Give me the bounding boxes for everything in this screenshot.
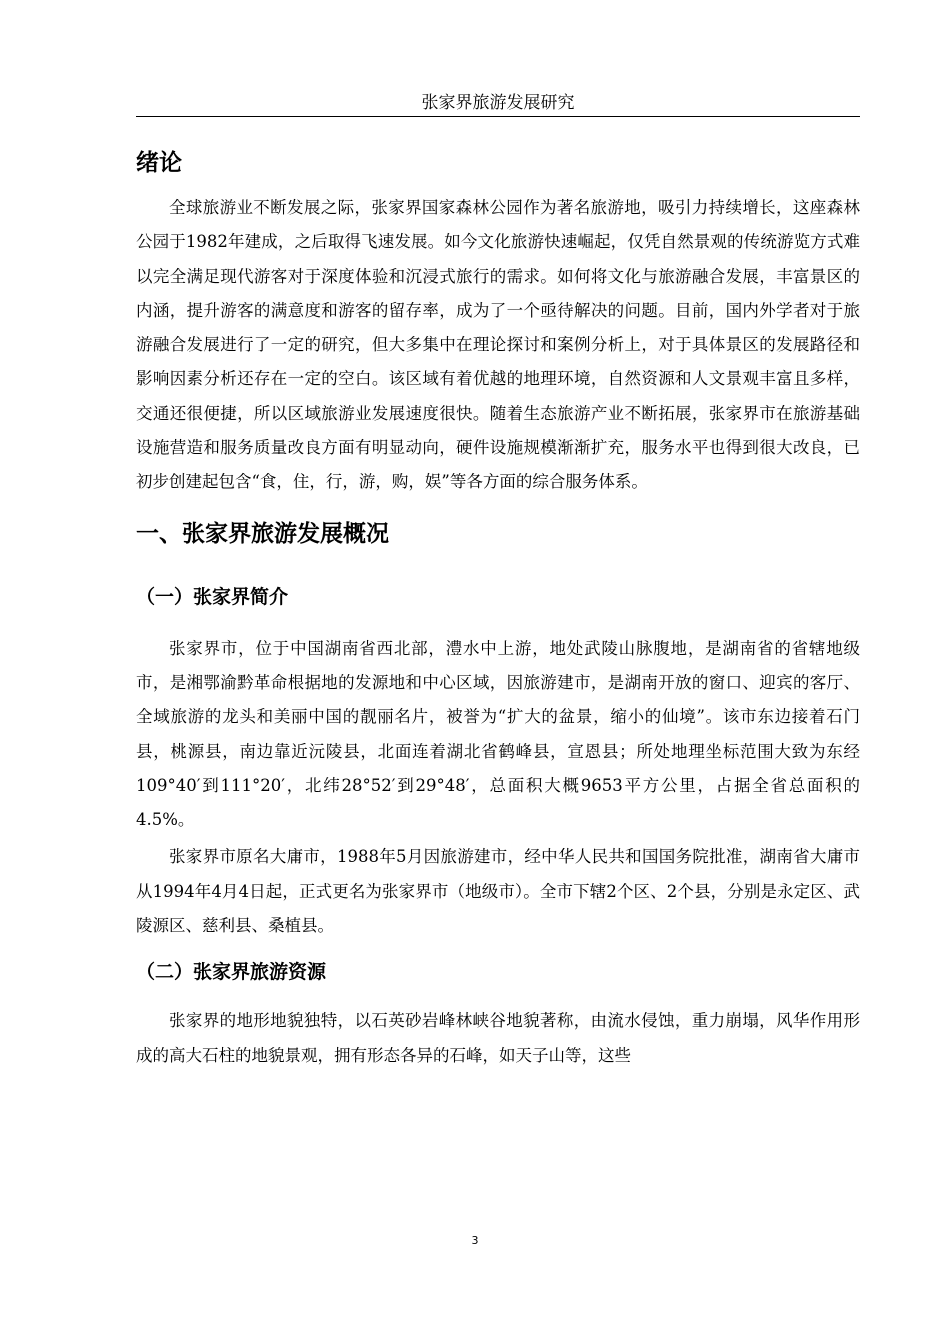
section1-paragraph-1: 张家界市，位于中国湖南省西北部，澧水中上游，地处武陵山脉腹地，是湖南省的省辖地级市，是湘鄂渝黔革命根据地的发源地和中心区域，因旅游建市，是湖南开放的窗口、迎宾的客厅、全域旅游的龙头和美丽中国的靓丽名片，被誉为“扩大的盆景，缩小的仙境”。该市东边接着石门县，桃源县，南边靠近沅陵县，北面连着湖北省鹤峰县，宣恩县；所处地理坐标范围大致为东经109°40′到111°20′，北纬28°52′到29°48′，总面积大概9653平方公里，占据全省总面积的4.5%。 bbox=[136, 638, 860, 830]
chapter-heading: 一、张家界旅游发展概况 bbox=[136, 520, 389, 547]
section1-paragraph-2: 张家界市原名大庸市，1988年5月因旅游建市，经中华人民共和国国务院批准，湖南省大庸市从1994年4月4日起，正式更名为张家界市（地级市）。全市下辖2个区、2个县，分别是永定区、武陵源区、慈利县、桑植县。 bbox=[136, 847, 860, 936]
section1-heading: （一）张家界简介 bbox=[136, 585, 289, 608]
document-body bbox=[136, 143, 860, 1073]
section2-paragraph-1: 张家界的地形地貌独特，以石英砂岩峰林峡谷地貌著称，由流水侵蚀，重力崩塌，风华作用形成的高大石柱的地貌景观，拥有形态各异的石峰，如天子山等，这些 bbox=[136, 1011, 860, 1065]
intro-paragraph: 全球旅游业不断发展之际，张家界国家森林公园作为著名旅游地，吸引力持续增长，这座森林公园于1982年建成，之后取得飞速发展。如今文化旅游快速崛起，仅凭自然景观的传统游览方式难以完全满足现代游客对于深度体验和沉浸式旅行的需求。如何将文化与旅游融合发展，丰富景区的内涵，提升游客的满意度和游客的留存率，成为了一个亟待解决的问题。目前，国内外学者对于旅游融合发展进行了一定的研究，但大多集中在理论探讨和案例分析上，对于具体景区的发展路径和影响因素分析还存在一定的空白。该区域有着优越的地理环境，自然资源和人文景观丰富且多样，交通还很便捷，所以区域旅游业发展速度很快。随着生态旅游产业不断拓展，张家界市在旅游基础设施营造和服务质量改良方面有明显动向，硬件设施规模渐渐扩充，服务水平也得到很大改良，已初步创建起包含“食，住，行，游，购，娱”等各方面的综合服务体系。 bbox=[136, 198, 860, 492]
page-number: 3 bbox=[471, 1234, 479, 1247]
section2-heading: （二）张家界旅游资源 bbox=[136, 961, 327, 984]
page-header: 张家界旅游发展研究 bbox=[136, 90, 860, 117]
intro-heading: 绪论 bbox=[136, 150, 182, 176]
